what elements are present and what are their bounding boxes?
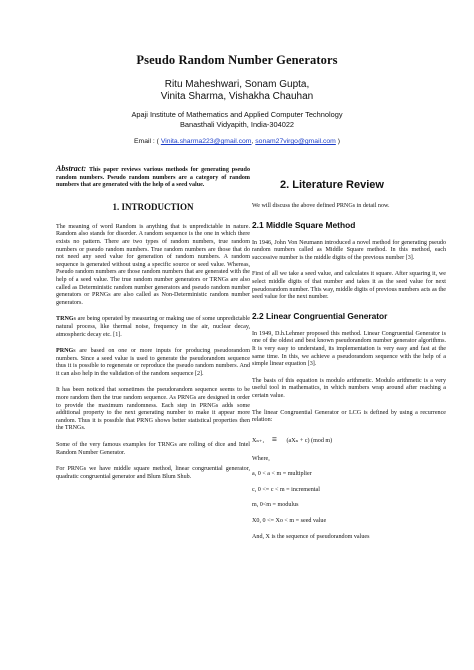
paragraph: For PRNGs we have middle square method, linear congruential generator, quadratic congruential generator and Blum Blum Shub. (56, 466, 250, 480)
affiliation (0, 110, 474, 129)
right-column (252, 165, 446, 549)
section-heading-introduction: 1. INTRODUCTION (112, 201, 194, 212)
definition-line: a, 0 < a < m = multiplier (252, 471, 312, 478)
definition-line: X0, 0 <= Xo < m = seed value (252, 518, 327, 525)
paragraph-text: s are being operated by measuring or making use of some unpredictable natural process, like thermal noise, frequency in the air, nuclear decay, atmospheric decay etc. [1]. (56, 316, 250, 338)
paragraph: The linear Congruential Generator or LCG is defined by using a recurrence relation: (252, 409, 446, 424)
term-trng: TRNG (56, 316, 74, 323)
definition-line: And, X is the sequence of pseudorandom values (252, 533, 370, 540)
paragraph: The basis of this equation is modulo arithmetic. Modulo arithmetic is a very useful tool in mathematics, in which numbers wrap around after reaching a certain value. (252, 377, 446, 399)
email-suffix: ) (337, 138, 340, 145)
abstract-lead: Abstract: (56, 164, 87, 173)
email-prefix: Email : ( (134, 138, 159, 145)
affiliation-line: Banasthali Vidyapith, India-304022 (179, 119, 295, 129)
congruence-symbol: ≡ (271, 433, 277, 444)
paper-title: Pseudo Random Number Generators (136, 53, 338, 67)
definition-line: m, 0<m = modulus (252, 502, 299, 509)
subsection-heading-middle-square: 2.1 Middle Square Method (252, 219, 356, 230)
paragraph: Some of the very famous examples for TRNGs are rolling of dice and Intel Random Number Generator. (56, 442, 250, 456)
paragraph: We will discuss the above defined PRNGs in detail now. (252, 203, 390, 209)
paragraph: It has been noticed that sometimes the pseudorandom sequence seems to be more random then the true random sequence. As PRNGs are designed in order to provide the maximum randomness. Each step in PRNGs adds some additional property to the next generating number to make it appear more random. Thus it is possible that PRNG shows better statistical properties then the TRNGs. (56, 387, 250, 432)
term-prng: PRNG (56, 348, 74, 355)
email-line (0, 138, 474, 145)
author-list (0, 79, 474, 103)
paragraph: The meaning of word Random is anything that is unpredictable in nature. Random also stands for disorder. A random sequence is the one in which there exists no pattern. There are two types of random numbers, true random numbers or pseudo random numbers. True random numbers are those that do not need any seed value for generation of random numbers. A random sequence is generated without using a specific source or seed value. Whereas, Pseudo random numbers are those random numbers that are generated with the help of a seed value. The true random number generators or TRNGs are also called as Deterministic random number generators and pseudo random number generators or PRNGs are also called as Non-Deterministic random number generators. (56, 223, 250, 306)
section-heading-literature-review: 2. Literature Review (280, 179, 384, 191)
where-label: Where, (252, 455, 270, 462)
recurrence-equation (252, 434, 446, 444)
paragraph: In 1949, D.h.Lehmer proposed this method. Linear Congruential Generator is one of the oldest and best known pseudorandom number generator algorithms. It is very easy to understand, its implementation is very easy and fast at the same time. In this, we achieve a pseudorandom sequence with the help of a simple linear equation [3]. (252, 330, 446, 368)
equation-rhs: (aXₙ + c) (mod m) (286, 437, 333, 444)
email-link[interactable]: Vinita.sharma223@gmail.com (160, 138, 252, 145)
affiliation-line: Apaji Institute of Mathematics and Applied Computer Technology (131, 110, 343, 119)
definition-line: c, 0 <= c < m = incremental (252, 486, 320, 493)
abstract-text: This paper reviews various methods for generating pseudo random numbers. Pseudo random numbers are a category of random numbers that are generated with the help of a seed value. (56, 167, 250, 189)
left-column (56, 165, 250, 490)
paragraph: First of all we take a seed value, and calculates it square. After squaring it, we select middle digits of that number and takes it as the seed value for next pseudorandom number. This way, middle digits of previous numbers acts as the seed value for the next number. (252, 271, 446, 301)
abstract (56, 165, 250, 190)
paragraph: In 1946, John Von Neumann introduced a novel method for generating pseudo random numbers called as Middle Square method. In this method, each successive number is the middle digits of the previous number [3]. (252, 239, 446, 261)
email-link[interactable]: sonam27virgo@gmail.com (255, 138, 336, 145)
authors-line: Vinita Sharma, Vishakha Chauhan (160, 91, 314, 102)
paragraph (56, 316, 250, 339)
equation-lhs: Xₙ₊₁ (252, 437, 265, 444)
paragraph (56, 348, 250, 378)
paragraph-text: s are based on one or more inputs for producing pseudorandom numbers. Since a seed value is used to generate the pseudorandom sequence thus it is possible to regenerate or reproduce the pseudo random numbers. And it can also help in the validation of the random sequence [2]. (56, 348, 250, 377)
email-separator: , (251, 138, 254, 145)
subsection-heading-lcg: 2.2 Linear Congruential Generator (252, 310, 388, 321)
authors-line: Ritu Maheshwari, Sonam Gupta, (164, 79, 310, 90)
